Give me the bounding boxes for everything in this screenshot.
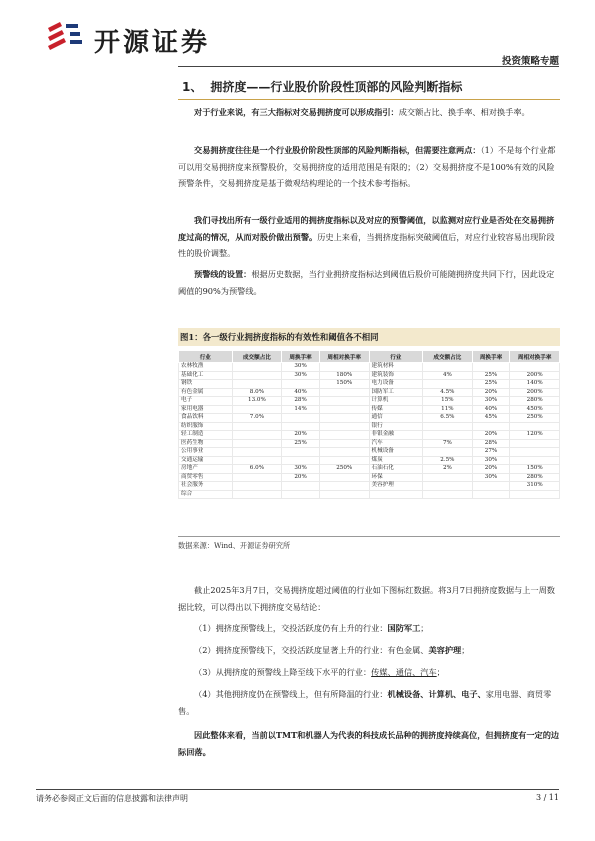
table-value-cell: 180% [319,371,369,380]
table-row [179,456,560,465]
footer-disclaimer: 请务必参阅正文后面的信息披露和法律声明 [36,794,188,803]
table-value-cell [319,363,369,372]
table-row [179,473,560,482]
table-value-cell: 27% [472,448,510,457]
table-header-cell: 行业 [369,351,423,363]
conclusion-summary [178,727,560,760]
table-value-cell [319,473,369,482]
table-value-cell [232,439,282,448]
conclusion-text: （3）从拥挤度的预警线上降至线下水平的行业： [194,667,372,677]
table-value-cell [319,490,369,499]
conclusion-summary-text: 因此整体来看，当前以TMT和机器人为代表的科技成长品种的拥挤度持续高位，但拥挤度有一定的边际回落。 [178,730,560,757]
table-value-cell: 13.0% [232,397,282,406]
table-value-cell: 25% [472,380,510,389]
table-value-cell [423,363,473,372]
industry-name-cell: 基础化工 [179,371,233,380]
table-value-cell [282,490,320,499]
table-value-cell [423,448,473,457]
table-value-cell: 6.0% [232,465,282,474]
paragraph-text: （1）不是每个行业都可以用交易拥挤度来预警股价，交易拥挤度的适用范围是有限的；（2）交易拥挤度不是100%有效的风险预警条件，交易拥挤度是基于微观结构理论的一个技术参考指标。 [178,145,556,188]
paragraph-lead: 对于行业来说，有三大指标对交易拥挤度可以形成指引： [194,107,399,117]
table-value-cell: 30% [472,473,510,482]
table-value-cell [510,439,560,448]
paragraph-lead: 预警线的设置： [194,269,252,279]
conclusion-highlight: 美容护理 [428,645,462,655]
conclusion-item-3 [194,664,560,681]
industry-name-cell: 通信 [369,414,423,423]
table-value-cell: 280% [510,473,560,482]
industry-name-cell: 交通运输 [179,456,233,465]
figure-divider [178,536,560,537]
industry-name-cell: 建筑材料 [369,363,423,372]
table-value-cell [510,456,560,465]
table-value-cell [319,388,369,397]
table-value-cell [319,439,369,448]
table-header-cell: 成交额占比 [232,351,282,363]
table-value-cell [423,490,473,499]
industry-name-cell: 食品饮料 [179,414,233,423]
table-value-cell [319,448,369,457]
table-value-cell: 8.0% [232,388,282,397]
conclusion-underlined: 传媒、通信、汽车 [371,667,437,677]
table-value-cell: 28% [472,439,510,448]
table-value-cell [319,405,369,414]
table-row [179,465,560,474]
table-value-cell: 280% [510,397,560,406]
table-value-cell: 310% [510,482,560,491]
table-value-cell [319,482,369,491]
table-header-cell: 周相对换手率 [319,351,369,363]
table-value-cell: 250% [510,414,560,423]
table-value-cell: 7.0% [232,414,282,423]
table-value-cell [232,448,282,457]
table-row [179,448,560,457]
industry-name-cell: 环保 [369,473,423,482]
table-value-cell [510,363,560,372]
table-value-cell: 40% [282,388,320,397]
table-value-cell [423,473,473,482]
table-value-cell [510,490,560,499]
table-value-cell: 450% [510,405,560,414]
table-value-cell: 28% [282,397,320,406]
table-header-cell: 成交额占比 [423,351,473,363]
logo-mark-icon [44,20,84,54]
header-divider [178,66,559,67]
industry-name-cell: 商贸零售 [179,473,233,482]
industry-name-cell: 医药生物 [179,439,233,448]
conclusion-text: （1）拥挤度预警线上，交投活跃度仍有上升的行业： [194,623,388,633]
table-body [179,363,560,499]
table-value-cell: 25% [282,439,320,448]
table-row [179,371,560,380]
table-value-cell [232,431,282,440]
table-value-cell: 30% [282,465,320,474]
table-value-cell [282,422,320,431]
table-value-cell: 250% [319,465,369,474]
table-row [179,414,560,423]
table-value-cell [232,405,282,414]
conclusion-item-4 [178,686,560,719]
report-type-label: 投资策略专题 [501,56,559,67]
paragraph-lead: 交易拥挤度往往是一个行业股价阶段性顶部的风险判断指标，但需要注意两点： [194,145,481,155]
table-value-cell [282,414,320,423]
table-header-cell: 行业 [179,351,233,363]
industry-name-cell: 家用电器 [179,405,233,414]
industry-name-cell: 综合 [179,490,233,499]
page-header [0,0,595,70]
table-value-cell: 11% [423,405,473,414]
industry-name-cell: 国防军工 [369,388,423,397]
table-row [179,490,560,499]
industry-name-cell: 传媒 [369,405,423,414]
table-value-cell [423,422,473,431]
table-value-cell [510,448,560,457]
conclusion-item-1 [194,620,560,637]
table-value-cell [319,422,369,431]
table-row [179,363,560,372]
conclusion-highlight: 机械设备、计算机、电子、 [387,689,486,699]
paragraph-threshold [178,212,560,262]
conclusion-text: （2）拥挤度预警线下，交投活跃度显著上升的行业：有色金属、 [194,645,429,655]
table-row [179,422,560,431]
industry-name-cell [369,490,423,499]
table-row [179,439,560,448]
industry-name-cell: 计算机 [369,397,423,406]
table-value-cell [423,431,473,440]
figure-source: 数据来源：Wind、开源证券研究所 [178,541,291,550]
section-title-text: 拥挤度——行业股价阶段性顶部的风险判断指标 [210,80,463,94]
table-value-cell: 200% [510,388,560,397]
table-value-cell [423,380,473,389]
table-row [179,397,560,406]
table-value-cell [282,482,320,491]
table-value-cell [282,380,320,389]
table-value-cell [319,414,369,423]
table-row [179,405,560,414]
conclusion-intro: 截止2025年3月7日，交易拥挤度超过阈值的行业如下图标红数据。将3月7日拥挤度数据与上一周数据比较，可以得出以下拥挤度交易结论： [178,585,555,612]
table-value-cell [232,490,282,499]
industry-name-cell: 轻工制造 [179,431,233,440]
table-value-cell: 150% [510,465,560,474]
industry-name-cell: 建筑装饰 [369,371,423,380]
table-value-cell: 30% [282,371,320,380]
table-value-cell: 20% [472,465,510,474]
table-value-cell: 4% [423,371,473,380]
paragraph-text: 历史上来看，当拥挤度指标突破阈值后，对应行业较容易出现阶段性的股价调整。 [178,231,555,258]
table-value-cell [232,473,282,482]
table-value-cell [232,380,282,389]
industry-name-cell: 石油石化 [369,465,423,474]
table-header-cell: 周换手率 [282,351,320,363]
figure-title: 图1：各一级行业拥挤度指标的有效性和阈值各不相同 [178,328,560,346]
table-value-cell [282,448,320,457]
industry-name-cell: 房地产 [179,465,233,474]
conclusion-item-2 [194,642,560,659]
table-row [179,431,560,440]
logo-text: 开源证券 [94,28,211,58]
section-number: 1、 [182,80,203,94]
industry-name-cell: 社会服务 [179,482,233,491]
conclusion-end: ； [420,623,429,633]
table-value-cell [472,363,510,372]
paragraph-risk-indicator [178,142,560,192]
table-value-cell [232,371,282,380]
table-value-cell: 120% [510,431,560,440]
industry-name-cell: 非银金融 [369,431,423,440]
table-value-cell [472,482,510,491]
table-row [179,388,560,397]
paragraph-text: 根据历史数据，当行业拥挤度指标达到阈值后股价可能随拥挤度共同下行，因此设定阈值的90%为预警线。 [178,269,555,296]
table-value-cell [510,422,560,431]
table-row [179,380,560,389]
industry-name-cell: 银行 [369,422,423,431]
paragraph-indicators [178,104,560,121]
table-header-row [179,351,560,363]
table-value-cell: 30% [472,397,510,406]
table-value-cell: 40% [472,405,510,414]
industry-name-cell: 煤炭 [369,456,423,465]
table-value-cell: 45% [472,414,510,423]
conclusion-end: ； [436,667,445,677]
table-value-cell: 30% [282,363,320,372]
paragraph-lead: 我们寻找出所有一级行业适用的拥挤度指标以及对应的预警阈值，以监测对应行业是否处在交易拥挤度过高的情况，从而对股价做出预警。 [178,215,555,242]
paragraph-warning-line [178,266,560,299]
table-value-cell [472,490,510,499]
table-value-cell: 6.5% [423,414,473,423]
industry-name-cell: 电力设备 [369,380,423,389]
industry-crowding-table [178,350,560,499]
table-value-cell: 20% [472,431,510,440]
industry-name-cell: 有色金属 [179,388,233,397]
table-value-cell: 4.5% [423,388,473,397]
conclusion-end: 家用电器、商贸零售。 [178,689,552,716]
table-value-cell: 15% [423,397,473,406]
table-value-cell: 20% [282,473,320,482]
table-value-cell: 150% [319,380,369,389]
table-value-cell [472,422,510,431]
industry-name-cell: 钢铁 [179,380,233,389]
table-value-cell: 20% [472,388,510,397]
table-value-cell [319,456,369,465]
conclusion-highlight: 国防军工 [387,623,421,633]
table-header-cell: 周换手率 [472,351,510,363]
paragraph-text: 成交额占比、换手率、相对换手率。 [398,107,530,117]
section-heading [178,76,560,100]
company-logo [44,20,234,58]
table-value-cell: 14% [282,405,320,414]
table-value-cell: 20% [282,431,320,440]
table-value-cell: 2.5% [423,456,473,465]
industry-name-cell: 美容护理 [369,482,423,491]
table-value-cell: 25% [472,371,510,380]
table-value-cell: 2% [423,465,473,474]
table-value-cell: 7% [423,439,473,448]
table-value-cell [232,482,282,491]
industry-name-cell: 机械设备 [369,448,423,457]
industry-name-cell: 公用事业 [179,448,233,457]
conclusion-end: ； [461,645,470,655]
figure-table-container [178,350,560,499]
table-row [179,482,560,491]
table-value-cell [423,482,473,491]
table-value-cell [232,363,282,372]
industry-name-cell: 汽车 [369,439,423,448]
table-value-cell [232,456,282,465]
industry-name-cell: 电子 [179,397,233,406]
table-value-cell [319,397,369,406]
conclusion-text: （4）其他拥挤度仍在预警线上，但有所降温的行业： [194,689,388,699]
table-value-cell [319,431,369,440]
footer-divider [36,789,559,790]
industry-name-cell: 农林牧渔 [179,363,233,372]
table-value-cell [232,422,282,431]
table-value-cell: 200% [510,371,560,380]
table-header-cell: 周相对换手率 [510,351,560,363]
table-value-cell [282,456,320,465]
table-value-cell: 30% [472,456,510,465]
table-value-cell: 140% [510,380,560,389]
industry-name-cell: 纺织服饰 [179,422,233,431]
page-number: 3 / 11 [535,793,559,802]
